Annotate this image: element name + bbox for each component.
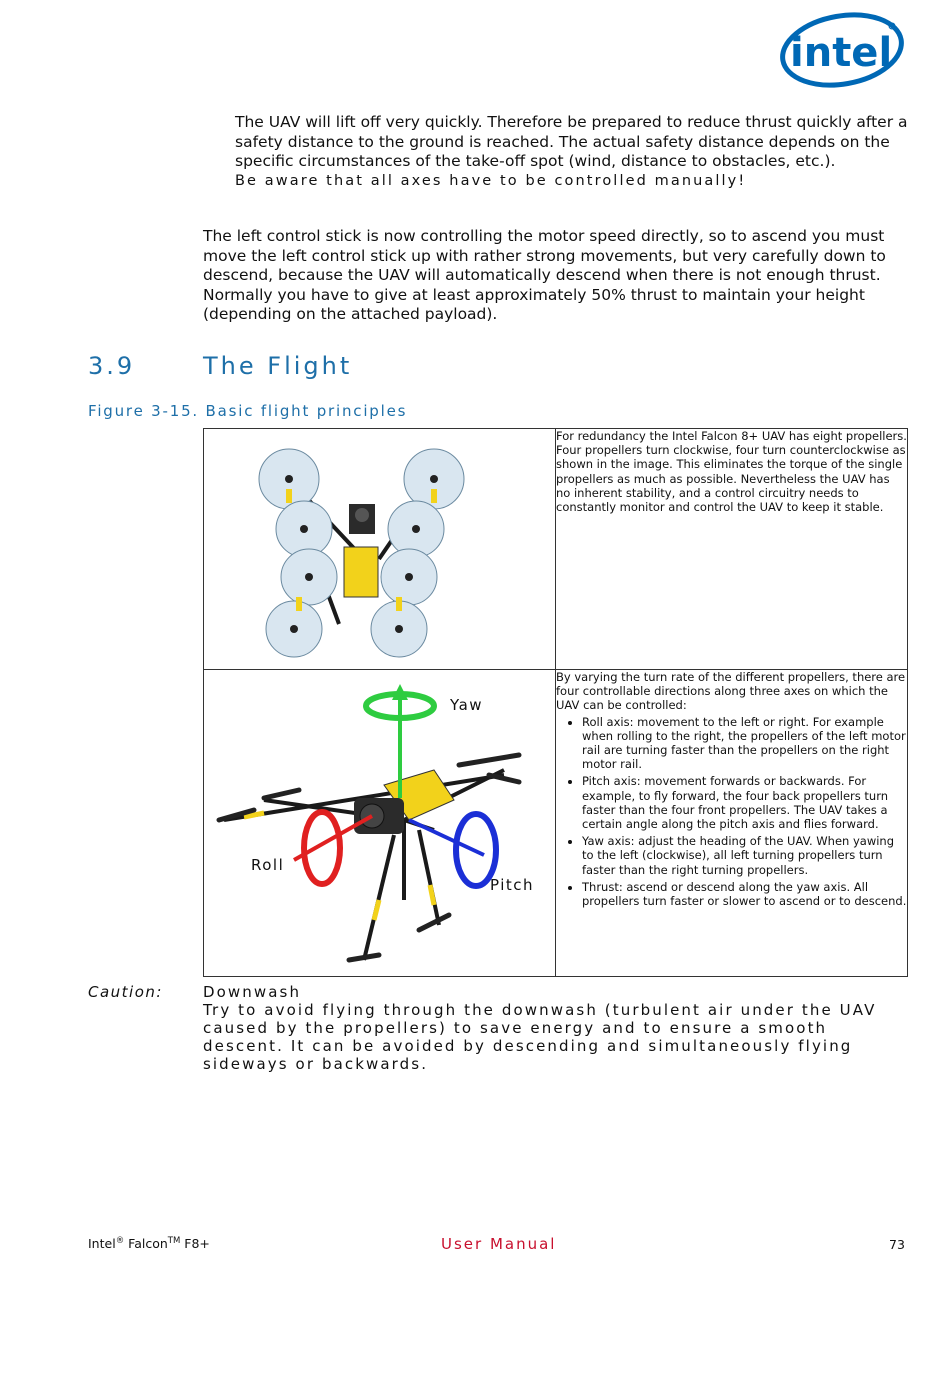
- page-number: 73: [889, 1237, 905, 1252]
- footer-product-name: Falcon: [124, 1236, 168, 1252]
- axes-description: [556, 670, 908, 977]
- section-number: 3.9: [88, 352, 136, 380]
- liftoff-note: [235, 113, 915, 191]
- propellers-text: For redundancy the Intel Falcon 8+ UAV has eight propellers. Four propellers turn clockwise, four turn counterclockwise as shown in the image. This eliminates the torque of the single propellers as much as possible. Nevertheless the UAV has no inherent stability, and a control circuitry needs to constantly monitor and control the UAV to keep it stable.: [556, 429, 907, 515]
- roll-label: Roll: [251, 856, 285, 874]
- liftoff-note-text: The UAV will lift off very quickly. Therefore be prepared to reduce thrust quickly after a safety distance to the ground is reached. The actual safety distance depends on the specific circumstances of the take-off spot (wind, distance to obstacles, etc.).: [235, 113, 908, 171]
- list-item-thrust: • Thrust: ascend or descend along the yaw axis. All propellers turn faster or slower to ascend or to descend.: [582, 880, 907, 908]
- caution-heading: Downwash: [203, 983, 302, 1001]
- footer-brand-sup: ®: [115, 1236, 125, 1246]
- figure-table: [203, 428, 908, 977]
- caution-text: Try to avoid flying through the downwash (turbulent air under the UAV caused by the propellers) to save energy and to ensure a smooth descent. It can be avoided by descending and simultaneously flying sideways or backwards.: [203, 1001, 877, 1073]
- list-item-roll: • Roll axis: movement to the left or right. For example when rolling to the right, the propellers of the left motor rail are turning faster than the propellers on the right motor rail.: [582, 715, 907, 772]
- pitch-label: Pitch: [490, 876, 535, 894]
- drone-top-view-cell: [204, 429, 556, 670]
- drone-top-view-image: [204, 429, 555, 665]
- list-item-yaw: • Yaw axis: adjust the heading of the UAV. When yawing to the left (clockwise), all left turning propellers turn faster than the right turning propellers.: [582, 834, 907, 877]
- axes-intro: By varying the turn rate of the different propellers, there are four controllable directions along three axes on which the UAV can be controlled:: [556, 670, 906, 713]
- axes-list: [556, 715, 907, 909]
- footer-model: F8+: [180, 1236, 210, 1252]
- axes-diagram-cell: [204, 670, 556, 977]
- control-stick-paragraph: The left control stick is now controlling the motor speed directly, so to ascend you must move the left control stick up with rather strong movements, but very carefully down to descend, because the UAV will automatically descend when there is not enough thrust. Normally you have to give at least approximately 50% thrust to maintain your height (depending on the attached payload).: [203, 227, 886, 324]
- section-title: The Flight: [203, 352, 353, 380]
- axes-diagram-image: [204, 670, 555, 972]
- propellers-description: [556, 429, 908, 670]
- footer-title: User Manual: [441, 1235, 557, 1253]
- axes-warning: Be aware that all axes have to be controlled manually!: [235, 172, 747, 189]
- footer-product: [88, 1236, 210, 1251]
- list-item-pitch: • Pitch axis: movement forwards or backwards. For example, to fly forward, the four back propellers turn faster than the four front propellers. The UAV takes a certain angle along the pitch axis and flies forward.: [582, 774, 907, 831]
- figure-caption: Figure 3-15. Basic flight principles: [88, 402, 408, 420]
- svg-text:intel: intel: [790, 30, 893, 76]
- footer-product-sup: TM: [167, 1236, 181, 1246]
- footer-brand: Intel: [88, 1236, 116, 1252]
- yaw-label: Yaw: [450, 696, 484, 714]
- caution-block: [203, 983, 915, 1073]
- caution-label: Caution:: [88, 983, 163, 1001]
- intel-logo: [776, 6, 908, 90]
